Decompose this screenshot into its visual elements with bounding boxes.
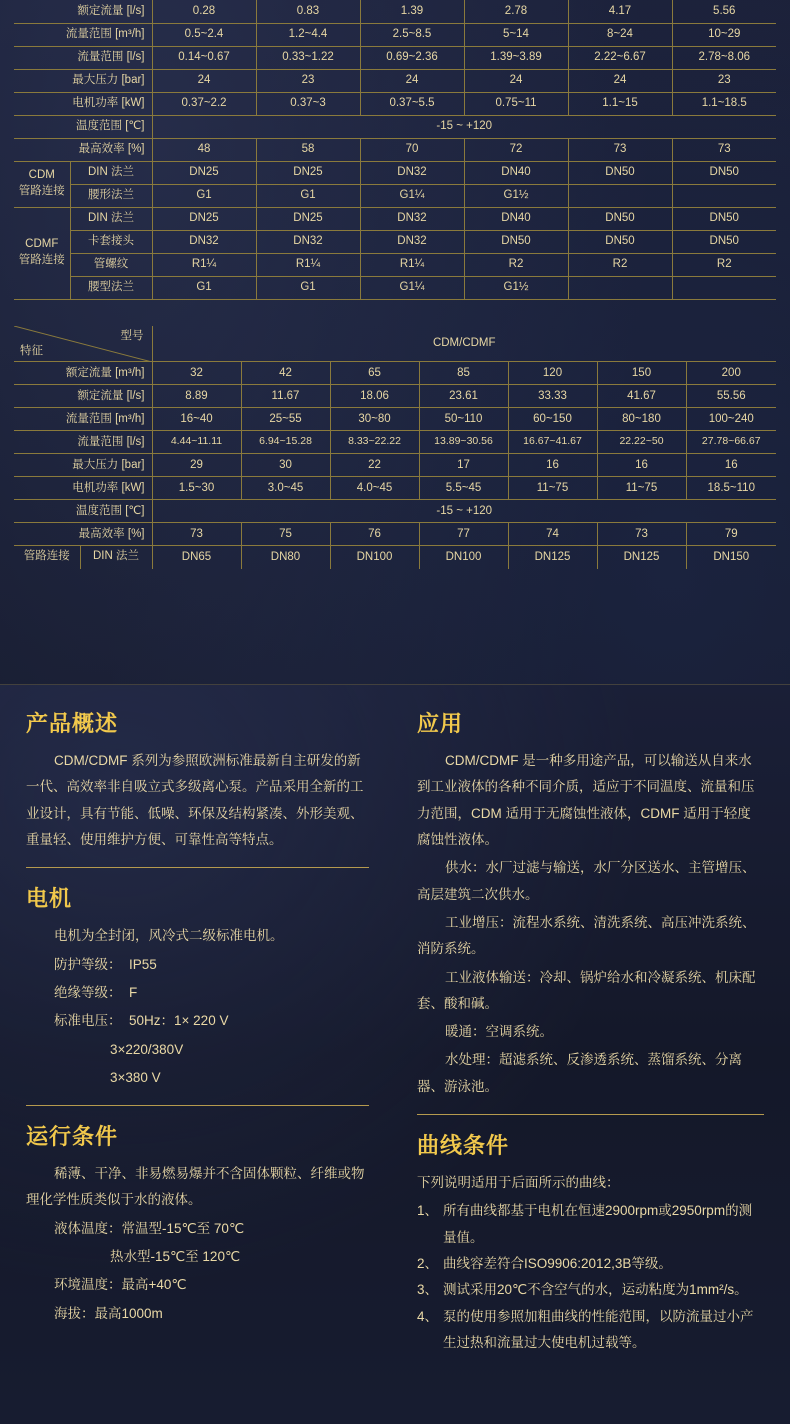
application-item-industrial-boost: 工业增压：流程水系统、清洗系统、高压冲洗系统、消防系统。 <box>417 914 756 957</box>
cell: 32 <box>152 362 241 385</box>
application-item-water-supply: 供水：水厂过滤与输送，水厂分区送水、主管增压、高层建筑二次供水。 <box>417 860 756 902</box>
cell: 29 <box>152 454 241 477</box>
cell: 27.78~66.67 <box>686 431 776 454</box>
cell: 0.5~2.4 <box>152 23 256 46</box>
operating-ambient-temp: 环境温度：最高+40℃ <box>54 1277 187 1293</box>
motor-voltage-2: 3×220/380V <box>110 1041 184 1057</box>
info-panel <box>0 684 790 1424</box>
row-label: 额定流量 [l/s] <box>14 0 152 23</box>
table-row <box>14 362 776 385</box>
cell: 24 <box>568 69 672 92</box>
group-label-cdm: CDM 管路连接 <box>14 161 70 207</box>
application-item-water-treatment: 水处理：超滤系统、反渗透系统、蒸馏系统、分离器、游泳池。 <box>417 1052 742 1094</box>
cell: 1.1~18.5 <box>672 92 776 115</box>
table-row <box>14 454 776 477</box>
divider <box>26 1105 369 1106</box>
cell: DN50 <box>568 230 672 253</box>
cell: DN25 <box>152 207 256 230</box>
cell: 5.5~45 <box>419 477 508 500</box>
cell: 23.61 <box>419 385 508 408</box>
table-row <box>14 69 776 92</box>
row-label: 最高效率 [%] <box>14 523 152 546</box>
cell: 75 <box>241 523 330 546</box>
row-label: 电机功率 [kW] <box>14 477 152 500</box>
list-number: 1、 <box>417 1203 439 1219</box>
cell: 60~150 <box>508 408 597 431</box>
cell: DN80 <box>241 546 330 569</box>
cell: 16 <box>686 454 776 477</box>
cell: 13.89~30.56 <box>419 431 508 454</box>
section-title-operating: 运行条件 <box>26 1124 119 1150</box>
table-row-cdm-oval <box>14 184 776 207</box>
spec-table-1-wrapper <box>0 0 790 569</box>
cell <box>672 184 776 207</box>
cell: DN65 <box>152 546 241 569</box>
cell: DN25 <box>256 161 360 184</box>
list-text: 曲线容差符合ISO9906:2012,3B等级。 <box>443 1256 672 1271</box>
list-text: 测试采用20℃不含空气的水，运动粘度为1mm²/s。 <box>443 1282 748 1298</box>
cell: 74 <box>508 523 597 546</box>
group-label-cdmf: CDMF 管路连接 <box>14 207 70 299</box>
cell: DN40 <box>464 161 568 184</box>
cell: -15 ~ +120 <box>152 500 776 523</box>
cell: DN25 <box>152 161 256 184</box>
cell: 58 <box>256 138 360 161</box>
list-item <box>417 1198 764 1251</box>
list-number: 3、 <box>417 1282 439 1298</box>
list-number: 2、 <box>417 1256 439 1271</box>
cell: 0.33~1.22 <box>256 46 360 69</box>
cell: 16 <box>508 454 597 477</box>
list-number: 4、 <box>417 1308 439 1324</box>
list-item <box>417 1304 764 1357</box>
cell: 2.78~8.06 <box>672 46 776 69</box>
table-gap <box>14 300 776 326</box>
motor-line-1: 电机为全封闭，风冷式二级标准电机。 <box>54 928 284 944</box>
table-row-cdmf-thread <box>14 253 776 276</box>
list-text: 所有曲线都基于电机在恒速2900rpm或2950rpm的测量值。 <box>443 1203 753 1245</box>
motor-voltage-3: 3×380 V <box>110 1069 161 1085</box>
cell: 0.69~2.36 <box>360 46 464 69</box>
cell: 150 <box>597 362 686 385</box>
row-label: 额定流量 [l/s] <box>14 385 152 408</box>
cell: 41.67 <box>597 385 686 408</box>
cell: 23 <box>256 69 360 92</box>
cell: 4.17 <box>568 0 672 23</box>
cell: 73 <box>152 523 241 546</box>
table-row <box>14 92 776 115</box>
row-label: 电机功率 [kW] <box>14 92 152 115</box>
row-label: 腰型法兰 <box>70 276 152 299</box>
divider <box>417 1114 764 1115</box>
cell: 5.56 <box>672 0 776 23</box>
cell: 50~110 <box>419 408 508 431</box>
cell: 3.0~45 <box>241 477 330 500</box>
cell: R1¼ <box>256 253 360 276</box>
table-row-cdmf-clamp <box>14 230 776 253</box>
table-row <box>14 431 776 454</box>
cell: R2 <box>672 253 776 276</box>
row-label: 流量范围 [l/s] <box>14 46 152 69</box>
cell: DN100 <box>330 546 419 569</box>
cell: 4.0~45 <box>330 477 419 500</box>
cell: DN32 <box>360 207 464 230</box>
table-row <box>14 385 776 408</box>
cell: 0.83 <box>256 0 360 23</box>
section-title-curve: 曲线条件 <box>417 1133 510 1159</box>
cell: 16~40 <box>152 408 241 431</box>
cell: 0.28 <box>152 0 256 23</box>
table-row-temperature <box>14 500 776 523</box>
cell <box>568 184 672 207</box>
row-label: 腰形法兰 <box>70 184 152 207</box>
cell: DN50 <box>672 161 776 184</box>
cell: 100~240 <box>686 408 776 431</box>
cell: 11.67 <box>241 385 330 408</box>
cell: DN150 <box>686 546 776 569</box>
cell: 6.94~15.28 <box>241 431 330 454</box>
table-row <box>14 0 776 23</box>
cell: DN50 <box>672 230 776 253</box>
cell: 5~14 <box>464 23 568 46</box>
cell: G1 <box>256 184 360 207</box>
motor-standard-voltage: 标准电压： 50Hz：1× 220 V <box>54 1013 229 1029</box>
cell: DN25 <box>256 207 360 230</box>
cell: 73 <box>672 138 776 161</box>
cell: DN40 <box>464 207 568 230</box>
cell: 73 <box>597 523 686 546</box>
row-label: 卡套接头 <box>70 230 152 253</box>
cell: 0.37~3 <box>256 92 360 115</box>
row-label: 温度范围 [℃] <box>14 115 152 138</box>
cell: 4.44~11.11 <box>152 431 241 454</box>
info-column-right <box>395 685 790 1424</box>
overview-paragraph: CDM/CDMF 系列为参照欧洲标准最新自主研发的新一代、高效率非自吸立式多级离心泵。产品采用全新的工业设计，具有节能、低噪、环保及结构紧凑、外形美观、重量轻、使用维护方便、可靠性高等特点。 <box>26 753 364 847</box>
divider <box>26 867 369 868</box>
cell: 1.5~30 <box>152 477 241 500</box>
cell: G1½ <box>464 276 568 299</box>
cell: 24 <box>152 69 256 92</box>
cell: 48 <box>152 138 256 161</box>
row-label: 流量范围 [m³/h] <box>14 408 152 431</box>
application-paragraph: CDM/CDMF 是一种多用途产品，可以输送从自来水到工业液体的各种不同介质，适应于不同温度、流量和压力范围，CDM 适用于无腐蚀性液体，CDMF 适用于轻度腐蚀性液体。 <box>417 753 755 847</box>
cell: 80~180 <box>597 408 686 431</box>
table-row-cdmf-din <box>14 207 776 230</box>
cell: 33.33 <box>508 385 597 408</box>
cell: 30~80 <box>330 408 419 431</box>
row-sublabel-din: DIN 法兰 <box>80 546 152 569</box>
row-label: 最高效率 [%] <box>14 138 152 161</box>
cell: DN32 <box>256 230 360 253</box>
operating-hotwater-temp: 热水型-15℃至 120℃ <box>110 1249 241 1265</box>
cell: R1¼ <box>152 253 256 276</box>
cell: R2 <box>464 253 568 276</box>
table2-header-row <box>14 326 776 362</box>
cell: 0.37~2.2 <box>152 92 256 115</box>
cell: 25~55 <box>241 408 330 431</box>
cell: G1 <box>256 276 360 299</box>
operating-paragraph: 稀薄、干净、非易燃易爆并不含固体颗粒、纤维或物理化学性质类似于水的液体。 <box>26 1166 365 1208</box>
cell: 1.2~4.4 <box>256 23 360 46</box>
cell: 85 <box>419 362 508 385</box>
corner-header-cell <box>14 326 152 362</box>
table-row <box>14 46 776 69</box>
cell: G1¼ <box>360 276 464 299</box>
cell: 73 <box>568 138 672 161</box>
cell <box>568 276 672 299</box>
cell: DN50 <box>568 161 672 184</box>
row-label: DIN 法兰 <box>70 161 152 184</box>
row-label: 流量范围 [m³/h] <box>14 23 152 46</box>
row-label-pipe: 管路连接 <box>14 546 80 569</box>
table-row-cdmf-oval <box>14 276 776 299</box>
cell <box>672 276 776 299</box>
spec-table-1 <box>14 0 776 300</box>
cell: 72 <box>464 138 568 161</box>
cell: 22.22~50 <box>597 431 686 454</box>
list-item <box>417 1251 764 1277</box>
cell: DN50 <box>464 230 568 253</box>
cell: 8.33~22.22 <box>330 431 419 454</box>
cell: R1¼ <box>360 253 464 276</box>
cell: G1 <box>152 184 256 207</box>
cell: DN32 <box>152 230 256 253</box>
table-row-efficiency <box>14 138 776 161</box>
section-title-overview: 产品概述 <box>26 711 119 736</box>
table-row-temperature <box>14 115 776 138</box>
row-label: 管螺纹 <box>70 253 152 276</box>
cell: G1¼ <box>360 184 464 207</box>
curve-intro: 下列说明适用于后面所示的曲线： <box>417 1175 620 1191</box>
table-row-pipe-connection <box>14 546 776 569</box>
cell: 17 <box>419 454 508 477</box>
cell: 2.22~6.67 <box>568 46 672 69</box>
row-label: 最大压力 [bar] <box>14 454 152 477</box>
model-value: CDM/CDMF <box>152 326 776 362</box>
row-label: 温度范围 [℃] <box>14 500 152 523</box>
cell: 200 <box>686 362 776 385</box>
cell: DN32 <box>360 230 464 253</box>
cell: DN32 <box>360 161 464 184</box>
cell: 11~75 <box>597 477 686 500</box>
list-text: 泵的使用参照加粗曲线的性能范围，以防流量过小产生过热和流量过大使电机过载等。 <box>443 1308 754 1350</box>
table-row <box>14 408 776 431</box>
cell: 0.75~11 <box>464 92 568 115</box>
list-item <box>417 1277 764 1303</box>
cell: 23 <box>672 69 776 92</box>
operating-altitude: 海拔：最高1000m <box>54 1305 163 1321</box>
row-label: DIN 法兰 <box>70 207 152 230</box>
table-row <box>14 23 776 46</box>
application-item-liquid-transfer: 工业液体输送：冷却、锅炉给水和冷凝系统、机床配套、酸和碱。 <box>417 969 756 1011</box>
info-column-left <box>0 685 395 1424</box>
cell: 77 <box>419 523 508 546</box>
cell: 8.89 <box>152 385 241 408</box>
cell: 16 <box>597 454 686 477</box>
motor-protection-grade: 防护等级： IP55 <box>54 956 157 972</box>
cell: 0.37~5.5 <box>360 92 464 115</box>
row-label: 流量范围 [l/s] <box>14 431 152 454</box>
table-row-cdm-din <box>14 161 776 184</box>
section-title-motor: 电机 <box>26 886 73 912</box>
cell: 24 <box>360 69 464 92</box>
section-title-application: 应用 <box>417 711 464 736</box>
operating-liquid-temp: 液体温度：常温型-15℃至 70℃ <box>54 1220 245 1236</box>
cell: G1 <box>152 276 256 299</box>
cell: 22 <box>330 454 419 477</box>
cell: 2.5~8.5 <box>360 23 464 46</box>
cell: 18.5~110 <box>686 477 776 500</box>
cell: 70 <box>360 138 464 161</box>
cell: 0.14~0.67 <box>152 46 256 69</box>
motor-insulation-grade: 绝缘等级： F <box>54 984 138 1000</box>
cell: 11~75 <box>508 477 597 500</box>
corner-feature-label: 特征 <box>20 344 43 357</box>
cell: 1.39~3.89 <box>464 46 568 69</box>
cell: DN125 <box>597 546 686 569</box>
cell: 2.78 <box>464 0 568 23</box>
cell: 24 <box>464 69 568 92</box>
cell: 42 <box>241 362 330 385</box>
cell: -15 ~ +120 <box>152 115 776 138</box>
cell: 1.1~15 <box>568 92 672 115</box>
cell: 76 <box>330 523 419 546</box>
cell: 30 <box>241 454 330 477</box>
cell: 18.06 <box>330 385 419 408</box>
row-label: 额定流量 [m³/h] <box>14 362 152 385</box>
cell: 10~29 <box>672 23 776 46</box>
corner-model-label: 型号 <box>120 329 144 342</box>
cell: 79 <box>686 523 776 546</box>
cell: 1.39 <box>360 0 464 23</box>
cell: 8~24 <box>568 23 672 46</box>
cell: 55.56 <box>686 385 776 408</box>
cell: DN50 <box>672 207 776 230</box>
application-item-hvac: 暖通：空调系统。 <box>445 1024 553 1040</box>
table-row-efficiency <box>14 523 776 546</box>
cell: G1½ <box>464 184 568 207</box>
spec-table-2 <box>14 326 776 569</box>
cell: DN100 <box>419 546 508 569</box>
row-label: 最大压力 [bar] <box>14 69 152 92</box>
cell: 65 <box>330 362 419 385</box>
cell: 120 <box>508 362 597 385</box>
cell: DN50 <box>568 207 672 230</box>
table-row <box>14 477 776 500</box>
cell: 16.67~41.67 <box>508 431 597 454</box>
cell: DN125 <box>508 546 597 569</box>
cell: R2 <box>568 253 672 276</box>
